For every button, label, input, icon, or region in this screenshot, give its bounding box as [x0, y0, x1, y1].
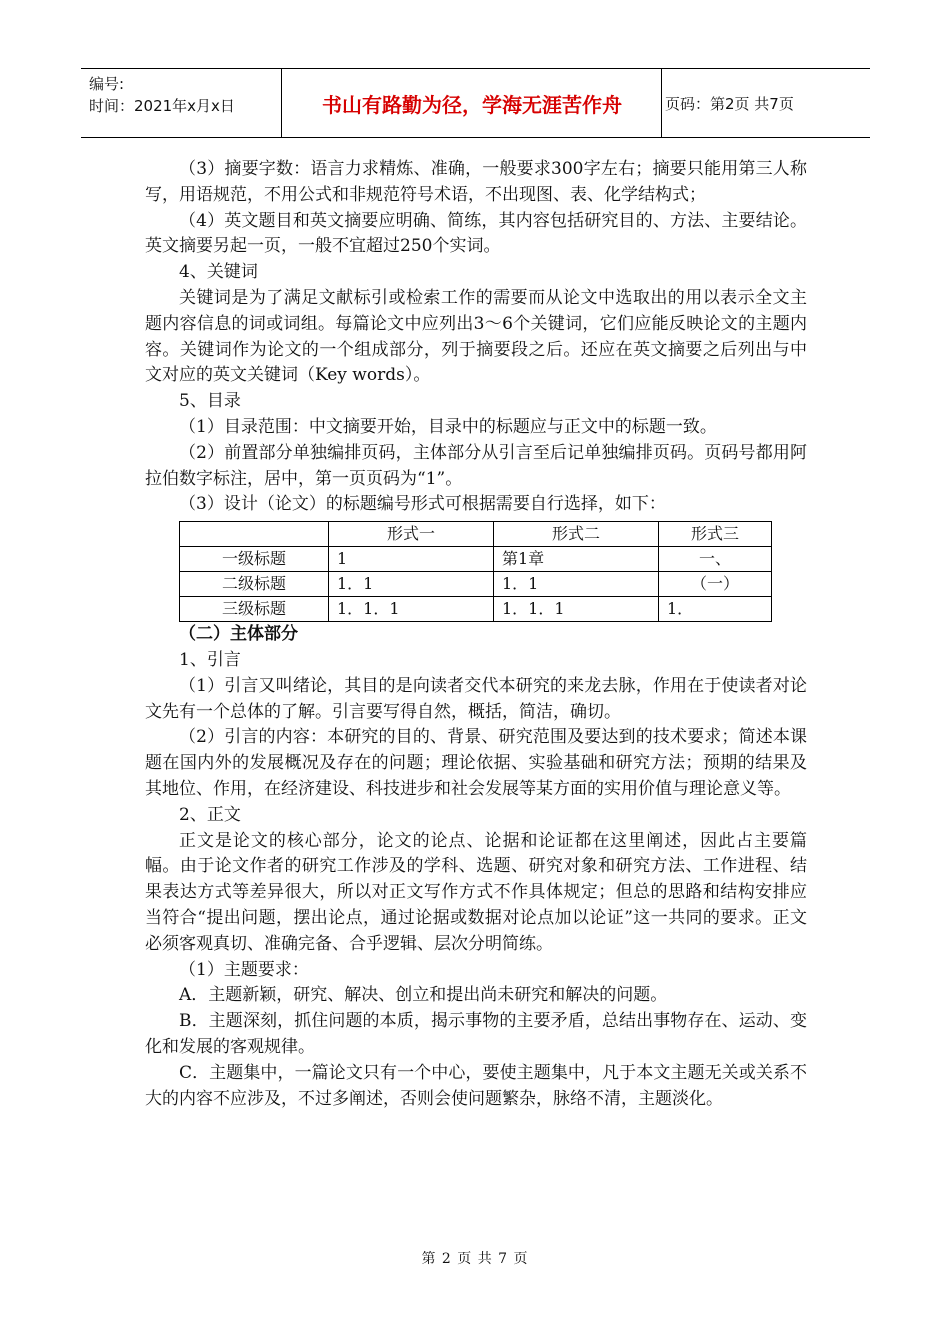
table-header-cell: 形式二 — [493, 522, 658, 547]
header-divider — [281, 69, 282, 137]
table-header-cell: 形式一 — [329, 522, 494, 547]
paragraph-abstract-length: （3）摘要字数：语言力求精炼、准确，一般要求300字左右；摘要只能用第三人称写，用语规范，不用公式和非规范符号术语，不出现图、表、化学结构式； — [145, 159, 807, 205]
list-item-topic-a: A．主题新颖，研究、解决、创立和提出尚未研究和解决的问题。 — [179, 985, 668, 1006]
section-heading-introduction: 1、引言 — [179, 649, 241, 670]
table-header-cell: 形式三 — [658, 522, 771, 547]
table-row — [180, 597, 772, 622]
paragraph-main-text: 正文是论文的核心部分，论文的论点、论据和论证都在这里阐述，因此占主要篇幅。由于论文作者的研究工作涉及的学科、选题、研究对象和研究方法、工作进程、结果表达方式等差异很大，所以对正文写作方式不作具体规定；但总的思路和结构安排应当符合“提出问题，摆出论点，通过论据或数据对论点加以论证”这一共同的要求。正文必须客观真切、准确完备、合乎逻辑、层次分明简练。 — [145, 830, 807, 954]
page-footer: 第 2 页 共 7 页 — [421, 1251, 529, 1267]
header-meta — [89, 73, 235, 117]
table-cell: 1．1．1 — [329, 597, 494, 622]
table-header-row — [180, 522, 772, 547]
list-item-topic-c: C．主题集中，一篇论文只有一个中心，要使主题集中，凡于本文主题无关或关系不大的内容不应涉及，不过多阐述，否则会使问题繁杂，脉络不清，主题淡化。 — [145, 1062, 807, 1109]
table-cell: 1 — [329, 547, 494, 572]
paragraph-introduction-content: （2）引言的内容：本研究的目的、背景、研究范围及要达到的技术要求；简述本课题在国内外的发展概况及存在的问题；理论依据、实验基础和研究方法；预期的结果及其地位、作用，在经济建设、科技进步和社会发展等某方面的实用价值与理论意义等。 — [145, 727, 807, 799]
section-heading-main-text: 2、正文 — [179, 804, 241, 825]
header-page-number: 页码：第2页 共7页 — [665, 94, 794, 113]
document-body — [145, 157, 807, 1112]
header-motto: 书山有路勤为径，学海无涯苦作舟 — [322, 92, 622, 117]
table-cell: 1．1 — [329, 572, 494, 597]
section-heading-keywords: 4、关键词 — [179, 262, 258, 283]
table-cell: 1． — [658, 597, 771, 622]
paragraph-english-abstract: （4）英文题目和英文摘要应明确、简练，其内容包括研究目的、方法、主要结论。英文摘要另起一页，一般不宜超过250个实词。 — [145, 210, 807, 257]
page-header — [81, 68, 870, 138]
paragraph-heading-format: （3）设计（论文）的标题编号形式可根据需要自行选择，如下： — [179, 494, 666, 515]
table-header-cell — [180, 522, 329, 547]
paragraph-toc-scope: （1）目录范围：中文摘要开始，目录中的标题应与正文中的标题一致。 — [179, 416, 717, 437]
table-cell: 第1章 — [493, 547, 658, 572]
document-time-label: 时间：2021年x月x日 — [89, 97, 235, 115]
paragraph-introduction-purpose: （1）引言又叫绪论，其目的是向读者交代本研究的来龙去脉，作用在于使读者对论文先有一个总体的了解。引言要写得自然，概括，简洁，确切。 — [145, 675, 807, 722]
table-cell: 一、 — [658, 547, 771, 572]
paragraph-toc-pagination: （2）前置部分单独编排页码，主体部分从引言至后记单独编排页码。页码号都用阿拉伯数字标注，居中，第一页页码为“1”。 — [145, 442, 807, 489]
paragraph-keywords: 关键词是为了满足文献标引或检索工作的需要而从论文中选取出的用以表示全文主题内容信息的词或词组。每篇论文中应列出3～6个关键词，它们应能反映论文的主题内容。关键词作为论文的一个组成部分，列于摘要段之后。还应在英文摘要之后列出与中文对应的英文关键词（Key words）。 — [145, 287, 807, 386]
section-heading-toc: 5、目录 — [179, 391, 241, 412]
list-item-topic-b: B．主题深刻，抓住问题的本质，揭示事物的主要矛盾，总结出事物存在、运动、变化和发展的客观规律。 — [145, 1011, 807, 1057]
section-heading-main-body: （二）主体部分 — [179, 624, 298, 645]
table-cell: 1．1 — [493, 572, 658, 597]
table-cell: 一级标题 — [180, 547, 329, 572]
table-row — [180, 547, 772, 572]
document-number-label: 编号: — [89, 75, 125, 93]
paragraph-topic-requirements: （1）主题要求： — [179, 959, 309, 980]
table-row — [180, 572, 772, 597]
header-divider — [661, 69, 662, 137]
table-cell: 三级标题 — [180, 597, 329, 622]
table-cell: 1．1．1 — [493, 597, 658, 622]
table-cell: 二级标题 — [180, 572, 329, 597]
heading-format-table — [179, 521, 772, 622]
table-cell: （一） — [658, 572, 771, 597]
